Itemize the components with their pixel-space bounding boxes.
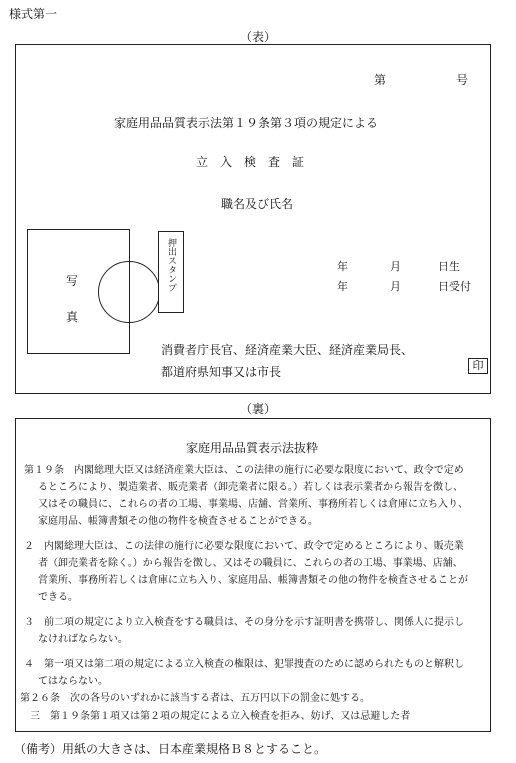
size-note: （備考）用紙の大きさは、日本産業規格Ｂ８とすること。 bbox=[14, 742, 327, 756]
stamp-box bbox=[158, 231, 184, 313]
birth-year: 年 bbox=[337, 260, 348, 273]
law-line: できる。 bbox=[38, 592, 78, 603]
law-line: てはならない。 bbox=[38, 676, 108, 687]
birth-day: 日生 bbox=[438, 260, 460, 273]
issue-day: 日受付 bbox=[438, 280, 471, 293]
front-side-label: （表） bbox=[240, 30, 277, 44]
law-line: ４ 第一項又は第二項の規定による立入検査の権限は、犯罪捜査のために認められたものと解釈し bbox=[24, 659, 464, 670]
law-line: なければならない。 bbox=[38, 634, 128, 645]
law-line: 又はその職員に、これらの者の工場、事業場、店舗、営業所、事務所若しくは倉庫に立ち入り、 bbox=[38, 499, 468, 510]
law-line: るところにより、製造業者、販売業者（卸売業者に限る。）若しくは表示業者から報告を徴し、 bbox=[38, 482, 463, 493]
law-line: 営業所、事務所若しくは倉庫に立ち入り、家庭用品、帳簿書類その他の物件を検査させることが bbox=[38, 575, 468, 586]
certificate-front bbox=[15, 44, 491, 394]
issue-year: 年 bbox=[337, 280, 348, 293]
law-line: ２ 内閣総理大臣は、この法律の施行に必要な限度において、政令で定めるところにより、販売業 bbox=[24, 541, 464, 552]
issuer-line-1: 消費者庁長官、経済産業大臣、経済産業局長、 bbox=[161, 343, 414, 357]
stamp-circle bbox=[98, 261, 160, 323]
stamp-label: 押出スタンプ bbox=[166, 238, 176, 292]
form-title: 様式第一 bbox=[9, 7, 58, 21]
issuer-line-2: 都道府県知事又は市長 bbox=[161, 365, 282, 379]
law-line: 第１９条 内閣総理大臣又は経済産業大臣は、この法律の施行に必要な限度において、政令で定め bbox=[24, 465, 464, 476]
law-line: 者（卸売業者を除く。）から報告を徴し、又はその職員に、これらの者の工場、事業場、店舗、 bbox=[38, 558, 463, 569]
position-name: 職名及び氏名 bbox=[221, 197, 294, 211]
law-line: ３ 前二項の規定により立入検査をする職員は、その身分を示す証明書を携帯し、関係人に提示し bbox=[24, 617, 464, 628]
birth-month: 月 bbox=[390, 260, 401, 273]
issue-month: 月 bbox=[390, 280, 401, 293]
back-side-label: （裏） bbox=[240, 402, 277, 416]
law-line: 第２６条 次の各号のいずれかに該当する者は、五万円以下の罰金に処する。 bbox=[20, 693, 370, 704]
law-line: 三 第１９条第１項又は第２項の規定による立入検査を拒み、妨げ、又は忌避した者 bbox=[30, 711, 411, 722]
certificate-title: 立 入 検 査 証 bbox=[196, 155, 305, 169]
certificate-back bbox=[15, 418, 491, 732]
legal-basis: 家庭用品品質表示法第１９条第３項の規定による bbox=[114, 116, 379, 130]
number-suffix: 号 bbox=[456, 73, 469, 87]
extract-title: 家庭用品品質表示法抜粋 bbox=[186, 441, 319, 455]
photo-char-1: 写 bbox=[66, 274, 79, 288]
photo-char-2: 真 bbox=[66, 310, 79, 324]
number-mark: 第 bbox=[374, 73, 387, 87]
seal-box: 印 bbox=[468, 358, 488, 374]
law-line: 家庭用品、帳簿書類その他の物件を検査させることができる。 bbox=[38, 516, 318, 527]
